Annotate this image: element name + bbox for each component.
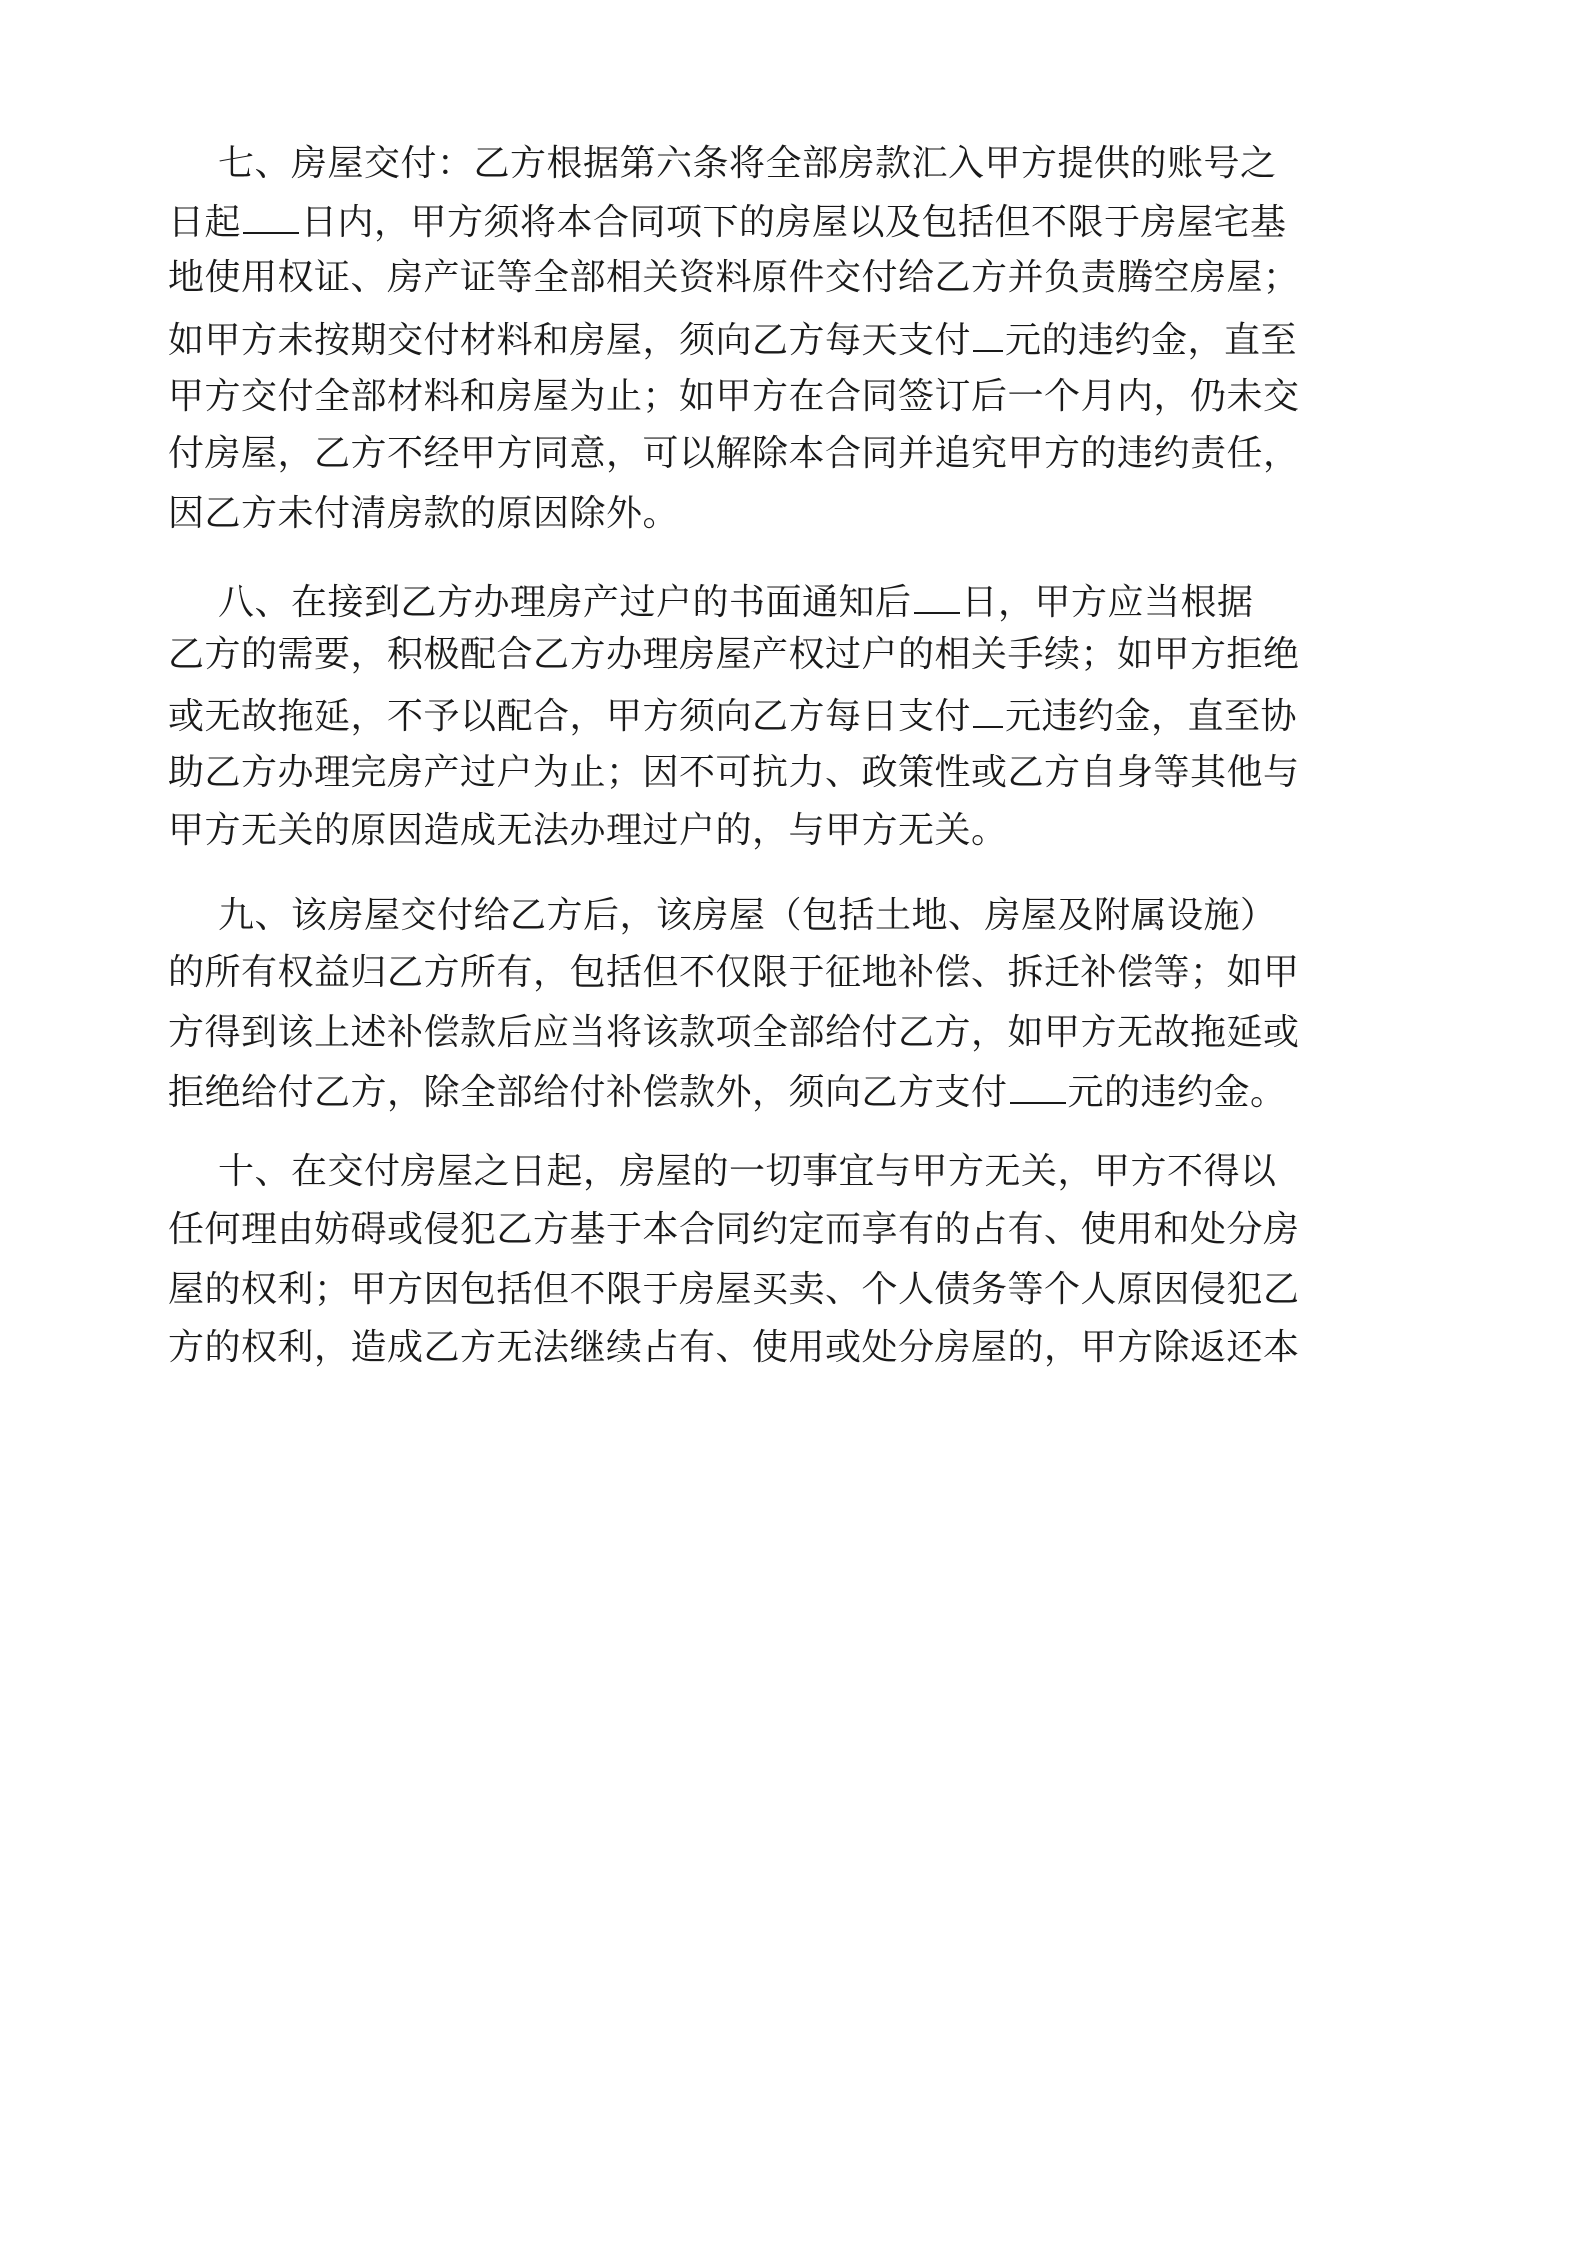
- clause-8-line-3: 或无故拖延，不予以配合，甲方须向乙方每日支付 元违约金，直至协: [168, 692, 1297, 740]
- clause-9-line-4: 拒绝给付乙方，除全部给付补偿款外，须向乙方支付 元的违约金。: [168, 1068, 1287, 1116]
- clause-10-line-1: 十、在交付房屋之日起，房屋的一切事宜与甲方无关，甲方不得以: [218, 1151, 1277, 1192]
- fill-in-blank: [973, 316, 1003, 352]
- clause-7-line-4: 如甲方未按期交付材料和房屋，须向乙方每天支付 元的违约金，直至: [168, 316, 1297, 364]
- fill-in-blank: [973, 692, 1003, 728]
- clause-8-line-2: 乙方的需要，积极配合乙方办理房屋产权过户的相关手续；如甲方拒绝: [168, 634, 1300, 675]
- clause-8-line-4: 助乙方办理完房产过户为止；因不可抗力、政策性或乙方自身等其他与: [168, 752, 1300, 793]
- clause-8-line-5: 甲方无关的原因造成无法办理过户的，与甲方无关。: [168, 810, 1008, 851]
- clause-7-line-3: 地使用权证、房产证等全部相关资料原件交付给乙方并负责腾空房屋；: [168, 257, 1300, 298]
- clause-9-line-1: 九、该房屋交付给乙方后，该房屋（包括土地、房屋及附属设施）: [218, 895, 1277, 936]
- fill-in-blank: [243, 198, 299, 234]
- clause-7-line-1: 七、房屋交付：乙方根据第六条将全部房款汇入甲方提供的账号之: [218, 143, 1277, 184]
- clause-9-line-3: 方得到该上述补偿款后应当将该款项全部给付乙方，如甲方无故拖延或: [168, 1012, 1300, 1053]
- clause-10-line-3: 屋的权利；甲方因包括但不限于房屋买卖、个人债务等个人原因侵犯乙: [168, 1269, 1300, 1310]
- clause-7-line-6: 付房屋，乙方不经甲方同意，可以解除本合同并追究甲方的违约责任，: [168, 433, 1300, 474]
- clause-10-line-2: 任何理由妨碍或侵犯乙方基于本合同约定而享有的占有、使用和处分房: [168, 1209, 1300, 1250]
- fill-in-blank: [1010, 1068, 1066, 1104]
- clause-9-line-2: 的所有权益归乙方所有，包括但不仅限于征地补偿、拆迁补偿等；如甲: [168, 952, 1300, 993]
- fill-in-blank: [914, 578, 960, 614]
- clause-7-line-7: 因乙方未付清房款的原因除外。: [168, 493, 680, 534]
- clause-7-line-2: 日起 日内，甲方须将本合同项下的房屋以及包括但不限于房屋宅基: [168, 198, 1287, 246]
- clause-7-line-5: 甲方交付全部材料和房屋为止；如甲方在合同签订后一个月内，仍未交: [168, 376, 1300, 417]
- clause-8-line-1: 八、在接到乙方办理房产过户的书面通知后 日，甲方应当根据: [218, 578, 1254, 626]
- clause-10-line-4: 方的权利，造成乙方无法继续占有、使用或处分房屋的，甲方除返还本: [168, 1327, 1300, 1368]
